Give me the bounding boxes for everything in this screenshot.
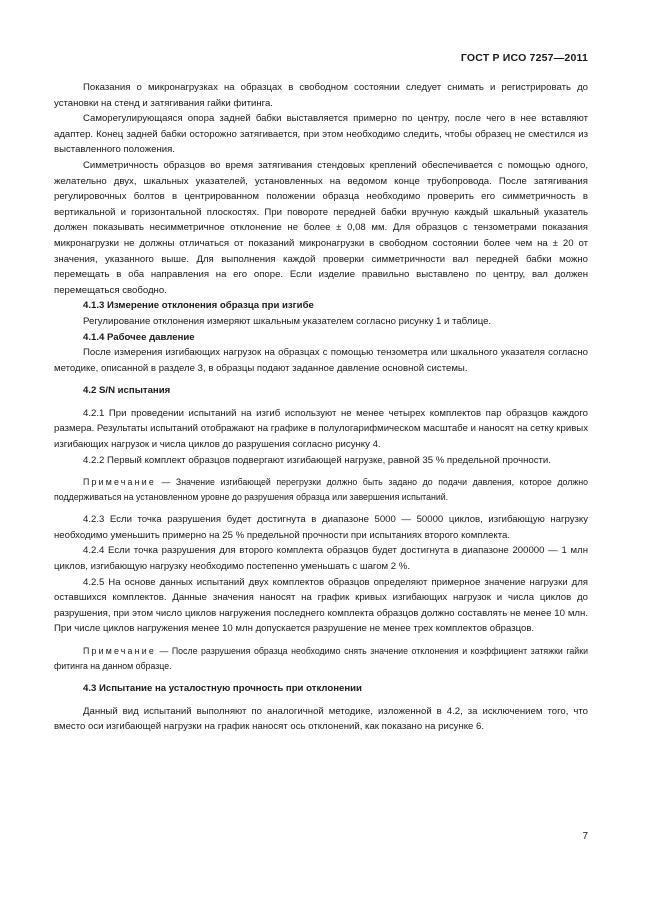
note-1 — [54, 475, 588, 505]
paragraph-symmetry: Симметричность образцов во время затягивания стендовых креплений обеспечивается с помощью одного, желательно двух, шкальных указателей, установленных на ведомом конце трубопровода. После затягивания регулировочных болтов в центрированном положении образца необходимо проверить его симметричность в вертикальной и горизонтальной плоскостях. При повороте передней бабки вручную каждый шкальный указатель должен показывать несимметричное отклонение не более ± 0,08 мм. Для образцов с тензометрами показания микронагрузки не должны отличаться от показаний микронагрузки в свободном состоянии более чем на ± 20 от значения, указанного выше. Для выполнения каждой проверки симметричности вал передней бабки можно перемещать в оба направления на его опоре. Если изделие правильно выставлено по центру, вал должен перемещаться свободно. — [54, 159, 588, 296]
paragraph-micro-loads: Показания о микронагрузках на образцах в свободном состоянии следует снимать и регистрировать до установки на стенд и затягивания гайки фитинга. — [54, 82, 588, 109]
paragraph-4-3: Данный вид испытаний выполняют по аналогичной методике, изложенной в 4.2, за исключением того, что вместо оси изгибающей нагрузки на график наносят ось отклонений, как показано на рисунке 6. — [54, 705, 588, 733]
paragraph-tailstock: Саморегулирующаяся опора задней бабки выставляется примерно по центру, после чего в нее вставляют адаптер. Конец задней бабки осторожно затягивается, при этом необходимо следить, чтобы образец не сместился из выставленного положения. — [54, 113, 588, 156]
heading-4-1-3: 4.1.3 Измерение отклонения образца при изгибе — [83, 300, 314, 312]
note-2-text: — После разрушения образца необходимо снять значение отклонения и коэффициент затяжки гайки фитинга на данном образце. — [54, 646, 588, 671]
paragraph-4-2-1: 4.2.1 При проведении испытаний на изгиб используют не менее четырех комплектов пар образцов каждого размера. Результаты испытаний отображают на графике в полулогарифмическом масштабе и наносят на сетку кривых изгибающих нагрузок и числа циклов до разрушения согласно рисунку 4. — [54, 407, 588, 451]
note-2 — [54, 644, 588, 674]
page-number: 7 — [582, 831, 588, 842]
paragraph-4-2-5: 4.2.5 На основе данных испытаний двух комплектов образцов определяют примерное значение нагрузки для оставшихся комплектов. Данные значения наносят на график кривых изгибающих нагрузок и числа циклов до разрушения, при этом число циклов нагружения последнего комплекта образцов должно составлять не менее 10 млн. При числе циклов нагружения менее 10 млн допускается разрушение не менее трех комплектов образцов. — [54, 576, 588, 635]
paragraph-working-pressure: После измерения изгибающих нагрузок на образцах с помощью тензометра или шкального указателя согласно методике, описанной в разделе 3, в образцы подают заданное давление основной системы. — [54, 347, 588, 374]
paragraph-4-2-4: 4.2.4 Если точка разрушения для второго комплекта образцов будет достигнута в диапазоне 200000 — 1 млн циклов, изгибающую нагрузку необходимо постепенно уменьшать с шагом 2 %. — [54, 545, 588, 573]
heading-4-3: 4.3 Испытание на усталостную прочность при отклонении — [83, 683, 362, 694]
heading-4-2: 4.2 S/N испытания — [83, 385, 171, 397]
heading-4-1-4: 4.1.4 Рабочее давление — [83, 331, 195, 343]
note-1-text: — Значение изгибающей перегрузки должно быть задано до подачи давления, которое должно поддерживаться на установленном уровне до разрушения образца или завершения испытаний. — [54, 477, 589, 503]
paragraph-deflection-measure: Регулирование отклонения измеряют шкальным указателем согласно рисунку 1 и таблице. — [83, 315, 492, 327]
paragraph-4-2-2: 4.2.2 Первый комплект образцов подвергают изгибающей нагрузке, равной 35 % предельной прочности. — [83, 454, 551, 466]
note-label: Примечание — [83, 646, 156, 656]
paragraph-4-2-3: 4.2.3 Если точка разрушения будет достигнута в диапазоне 5000 — 50000 циклов, изгибающую нагрузку необходимо уменьшить примерно на 25 % предельной прочности при испытаниях второго комплекта. — [54, 514, 588, 541]
note-label: Примечание — [83, 477, 156, 488]
document-body — [54, 80, 588, 735]
document-code-header: ГОСТ Р ИСО 7257—2011 — [460, 52, 588, 64]
